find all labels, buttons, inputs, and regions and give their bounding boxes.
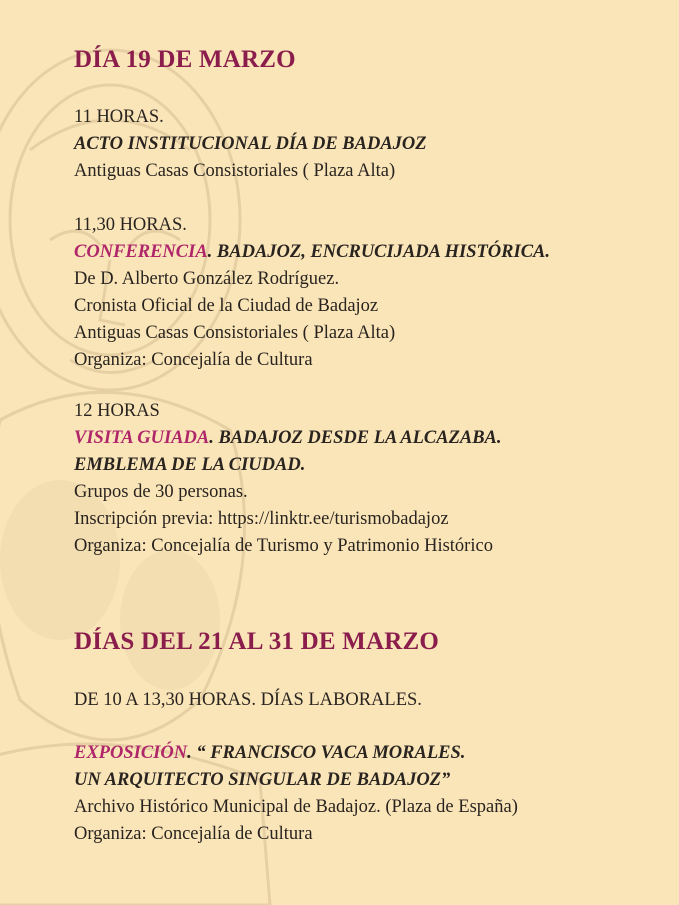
event-type-label: CONFERENCIA (74, 242, 208, 262)
event-type-label: EXPOSICIÓN (74, 743, 188, 763)
event-title-continued: UN ARQUITECTO SINGULAR DE BADAJOZ” (74, 770, 451, 790)
event-type-label: VISITA GUIADA (74, 428, 210, 448)
event-visita-guiada (74, 398, 664, 560)
exhibition-schedule: DE 10 A 13,30 HORAS. DÍAS LABORALES. (74, 690, 422, 710)
event-title-line (74, 425, 664, 452)
event-location: Archivo Histórico Municipal de Badajoz. (Plaza de España) (74, 797, 518, 817)
event-exposicion (74, 740, 664, 848)
event-speaker: De D. Alberto González Rodríguez. (74, 269, 340, 289)
exhibition-schedule-block (74, 687, 664, 714)
event-acto-institucional (74, 104, 664, 185)
event-conferencia (74, 212, 664, 374)
event-title: . “ FRANCISCO VACA MORALES. (187, 743, 466, 763)
event-organizer: Organiza: Concejalía de Cultura (74, 350, 313, 370)
event-time: 12 HORAS (74, 401, 160, 421)
event-title-continued: EMBLEMA DE LA CIUDAD. (74, 455, 306, 475)
section-heading-march-19: DÍA 19 DE MARZO (74, 46, 296, 73)
event-speaker-role: Cronista Oficial de la Ciudad de Badajoz (74, 296, 379, 316)
event-time: 11 HORAS. (74, 107, 164, 127)
event-title-line (74, 740, 664, 767)
event-organizer: Organiza: Concejalía de Cultura (74, 824, 313, 844)
event-group-size: Grupos de 30 personas. (74, 482, 248, 502)
event-registration: Inscripción previa: https://linktr.ee/turismobadajoz (74, 509, 449, 529)
event-time: 11,30 HORAS. (74, 215, 187, 235)
event-title-line (74, 239, 664, 266)
event-title: ACTO INSTITUCIONAL DÍA DE BADAJOZ (74, 134, 427, 154)
event-title: . BADAJOZ DESDE LA ALCAZABA. (209, 428, 502, 448)
event-location: Antiguas Casas Consistoriales ( Plaza Alta) (74, 323, 396, 343)
section-heading-march-21-31: DÍAS DEL 21 AL 31 DE MARZO (74, 628, 439, 655)
event-location: Antiguas Casas Consistoriales ( Plaza Alta) (74, 161, 396, 181)
event-title: . BADAJOZ, ENCRUCIJADA HISTÓRICA. (207, 242, 550, 262)
event-organizer: Organiza: Concejalía de Turismo y Patrimonio Histórico (74, 536, 493, 556)
